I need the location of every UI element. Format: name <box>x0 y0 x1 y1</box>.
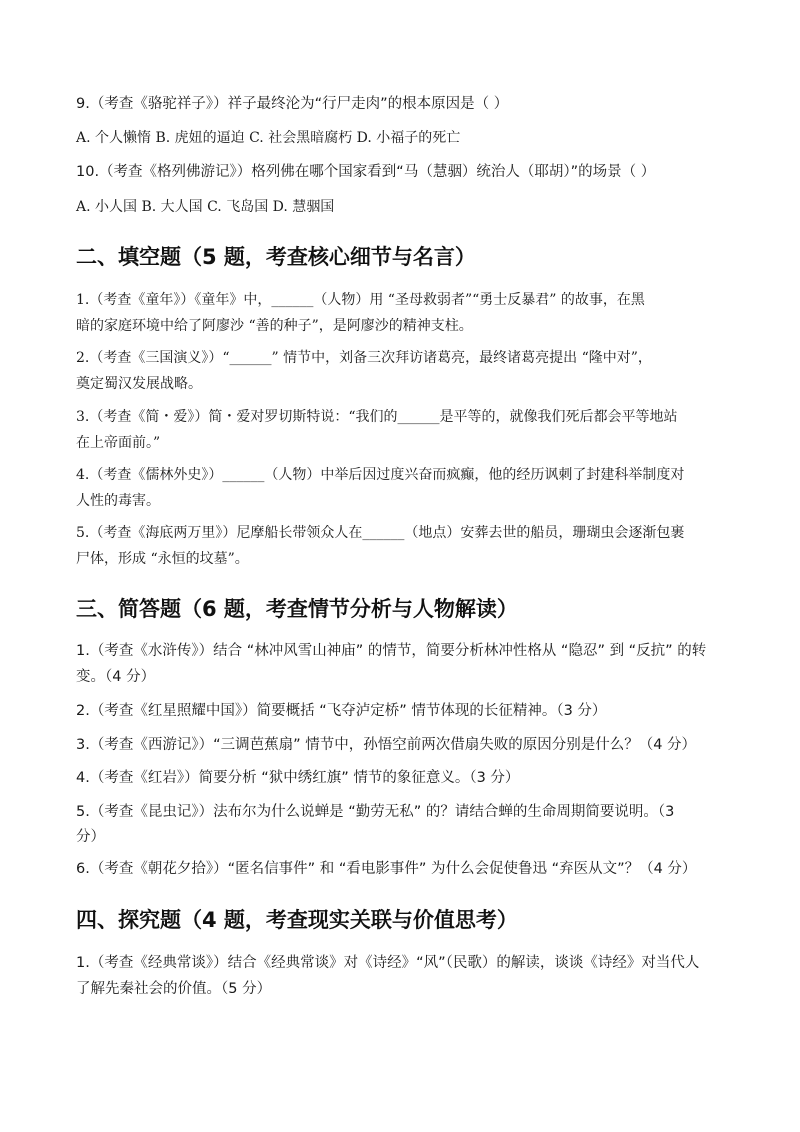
explore-question-1-line-2: 了解先秦社会的价值。（5 分） <box>76 981 272 997</box>
fill-question-1-line-2: 暗的家庭环境中给了阿廖沙 “善的种子”，是阿廖沙的精神支柱。 <box>76 318 473 334</box>
short-question-5-line-1: 5.（考查《昆虫记》）法布尔为什么说蝉是 “勤劳无私” 的？请结合蝉的生命周期简要说明。（3 <box>76 804 675 820</box>
fill-question-4-line-1: 4.（考查《儒林外史》）______（人物）中举后因过度兴奋而疯癫，他的经历讽刺了封建科举制度对 <box>76 467 685 483</box>
question-9-options: A. 个人懒惰 B. 虎妞的逼迫 C. 社会黑暗腐朽 D. 小福子的死亡 <box>76 130 461 146</box>
fill-question-5-line-2: 尸体，形成 “永恒的坟墓”。 <box>76 551 249 567</box>
question-10: 10.（考查《格列佛游记》）格列佛在哪个国家看到“马（慧骃）统治人（耶胡）”的场景（ ） <box>76 164 656 180</box>
fill-question-3-line-1: 3.（考查《简・爱》）简・爱对罗切斯特说：“我们的______是平等的，就像我们死后都会平等地站 <box>76 409 678 425</box>
short-question-6: 6.（考查《朝花夕拾》）“匿名信事件” 和 “看电影事件” 为什么会促使鲁迅 “弃医从文”？（4 分） <box>76 861 697 877</box>
fill-question-3-line-2: 在上帝面前。” <box>76 435 161 451</box>
fill-question-2-line-2: 奠定蜀汉发展战略。 <box>76 376 202 392</box>
fill-question-5-line-1: 5.（考查《海底两万里》）尼摩船长带领众人在______（地点）安葬去世的船员，珊瑚虫会逐渐包裹 <box>76 525 685 541</box>
section-heading-fill: 二、填空题（5 题，考查核心细节与名言） <box>76 245 476 269</box>
short-question-1-line-2: 变。（4 分） <box>76 669 156 685</box>
question-10-options: A. 小人国 B. 大人国 C. 飞岛国 D. 慧骃国 <box>76 199 335 215</box>
explore-question-1-line-1: 1.（考查《经典常谈》）结合《经典常谈》对《诗经》“风”（民歌）的解读，谈谈《诗经》对当代人 <box>76 955 700 971</box>
section-heading-short-answer: 三、简答题（6 题，考查情节分析与人物解读） <box>76 597 518 621</box>
question-9: 9.（考查《骆驼祥子》）祥子最终沦为“行尸走肉”的根本原因是（ ） <box>76 96 509 112</box>
short-question-5-line-2: 分） <box>76 829 105 845</box>
fill-question-2-line-1: 2.（考查《三国演义》）“______” 情节中，刘备三次拜访诸葛亮，最终诸葛亮提出 “隆中对”， <box>76 350 652 366</box>
short-question-3: 3.（考查《西游记》）“三调芭蕉扇” 情节中，孙悟空前两次借扇失败的原因分别是什么？（4 分） <box>76 737 697 753</box>
short-question-1-line-1: 1.（考查《水浒传》）结合 “林冲风雪山神庙” 的情节，简要分析林冲性格从 “隐忍” 到 “反抗” 的转 <box>76 643 707 659</box>
short-question-2: 2.（考查《红星照耀中国》）简要概括 “飞夺泸定桥” 情节体现的长征精神。（3 分） <box>76 703 607 719</box>
short-question-4: 4.（考查《红岩》）简要分析 “狱中绣红旗” 情节的象征意义。（3 分） <box>76 770 520 786</box>
fill-question-1-line-1: 1.（考查《童年》）《童年》中，______（人物）用 “圣母救弱者”“勇士反暴君” 的故事，在黑 <box>76 292 645 308</box>
fill-question-4-line-2: 人性的毒害。 <box>76 493 160 509</box>
section-heading-explore: 四、探究题（4 题，考查现实关联与价值思考） <box>76 908 518 932</box>
